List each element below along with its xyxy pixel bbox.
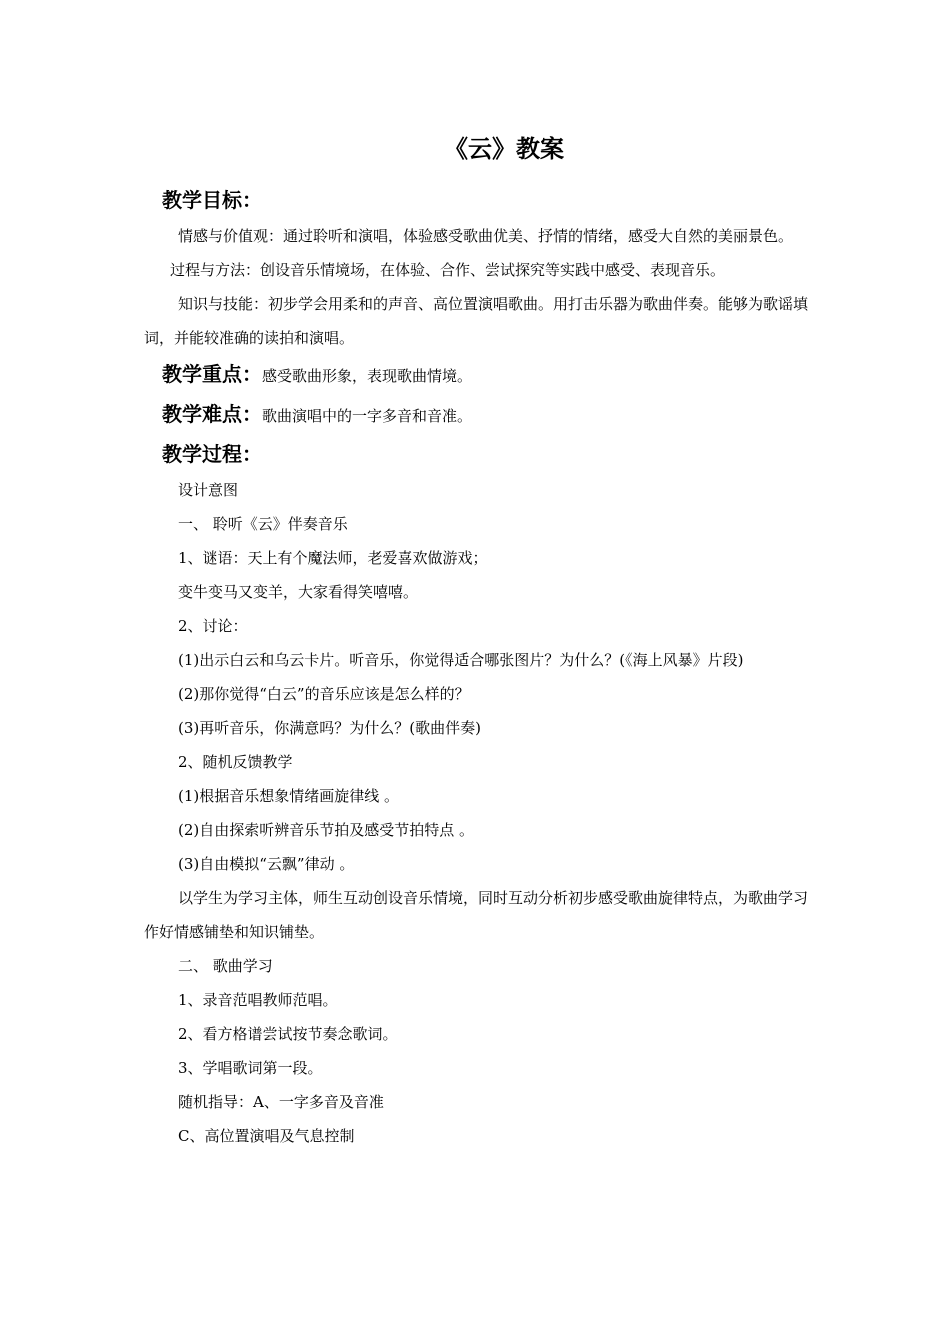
goal-process: 过程与方法：创设音乐情境场，在体验、合作、尝试探究等实践中感受、表现音乐。: [170, 261, 726, 279]
process-line: 1、录音范唱教师范唱。: [178, 991, 338, 1009]
process-heading: 教学过程：: [162, 442, 262, 466]
difficulty-row: [144, 395, 808, 435]
process-line: 随机指导：A、一字多音及音准: [178, 1093, 384, 1111]
process-line: 2、随机反馈教学: [178, 753, 293, 771]
process-line: (3)再听音乐，你满意吗？为什么？(歌曲伴奏): [178, 719, 481, 737]
process-line: (1)出示白云和乌云卡片。听音乐，你觉得适合哪张图片？为什么？(《海上风暴》片段): [178, 651, 744, 669]
difficulty-text: 歌曲演唱中的一字多音和音准。: [262, 407, 473, 425]
goals-heading: 教学目标：: [162, 188, 262, 212]
process-line: (3)自由模拟“云飘”律动 。: [178, 855, 355, 873]
difficulty-heading: 教学难点：: [162, 402, 262, 426]
process-line: 2、看方格谱尝试按节奏念歌词。: [178, 1025, 398, 1043]
process-line: 3、学唱歌词第一段。: [178, 1059, 323, 1077]
key-point-row: [144, 355, 808, 395]
process-line: (1)根据音乐想象情绪画旋律线 。: [178, 787, 400, 805]
process-line: C、高位置演唱及气息控制: [178, 1127, 355, 1145]
design-intent-paragraph: 以学生为学习主体，师生互动创设音乐情境，同时互动分析初步感受歌曲旋律特点，为歌曲学习作好情感铺垫和知识铺垫。: [144, 889, 809, 941]
process-line: 变牛变马又变羊，大家看得笑嘻嘻。: [178, 583, 419, 601]
process-line: (2)那你觉得“白云”的音乐应该是怎么样的？: [178, 685, 470, 703]
document-title: 《云》教案: [444, 135, 564, 163]
document-body: [144, 181, 808, 1153]
key-point-heading: 教学重点：: [162, 362, 262, 386]
process-line: 1、谜语：天上有个魔法师，老爱喜欢做游戏；: [178, 549, 488, 567]
goal-knowledge: 知识与技能：初步学会用柔和的声音、高位置演唱歌曲。用打击乐器为歌曲伴奏。能够为歌谣填词，并能较准确的读拍和演唱。: [144, 295, 809, 347]
process-line: 一、 聆听《云》伴奏音乐: [178, 515, 348, 533]
process-line: (2)自由探索听辨音乐节拍及感受节拍特点 。: [178, 821, 475, 839]
process-line: 设计意图: [178, 481, 239, 499]
goal-emotion: 情感与价值观：通过聆听和演唱，体验感受歌曲优美、抒情的情绪，感受大自然的美丽景色。: [178, 227, 794, 245]
process-line: 2、讨论：: [178, 617, 248, 635]
key-point-text: 感受歌曲形象，表现歌曲情境。: [262, 367, 473, 385]
process-line: 二、 歌曲学习: [178, 957, 273, 975]
